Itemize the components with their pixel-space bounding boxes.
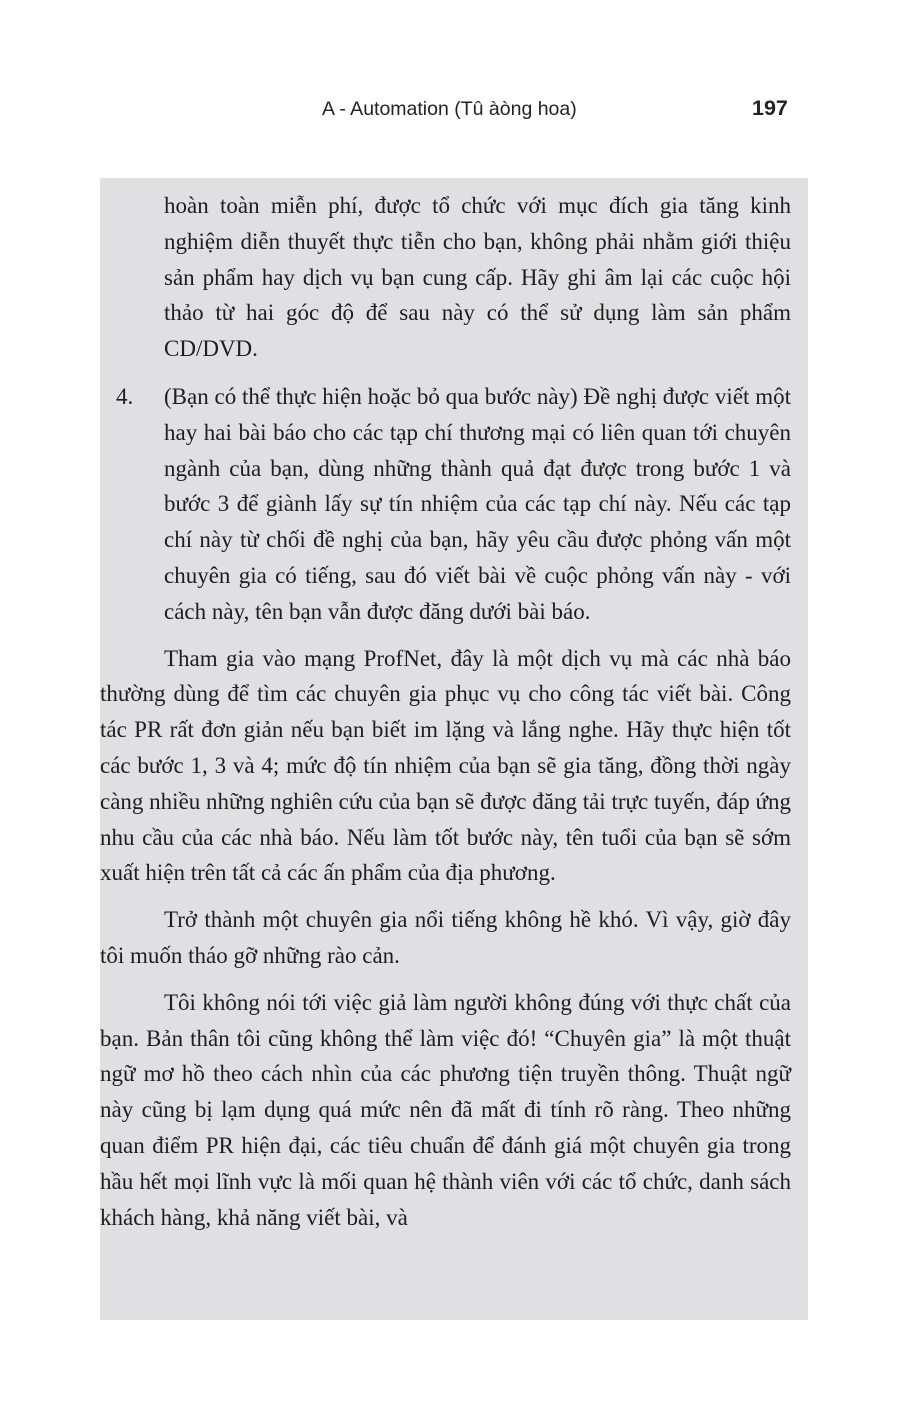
list-item-number: 4. [116, 383, 134, 409]
page-number: 197 [752, 96, 788, 120]
continuation-paragraph: hoàn toàn miễn phí, được tổ chức với mục đích gia tăng kinh nghiệm diễn thuyết thực tiễn cho bạn, không phải nhằm giới thiệu sản phẩm hay dịch vụ bạn cung cấp. Hãy ghi âm lại các cuộc hội thảo từ hai góc độ để sau này có thể sử dụng làm sản phẩm CD/DVD. [164, 193, 791, 362]
body-paragraph: Tham gia vào mạng ProfNet, đây là một dịch vụ mà các nhà báo thường dùng để tìm các chuyên gia phục vụ cho công tác viết bài. Công tác PR rất đơn giản nếu bạn biết im lặng và lắng nghe. Hãy thực hiện tốt các bước 1, 3 và 4; mức độ tín nhiệm của bạn sẽ gia tăng, đồng thời ngày càng nhiều những nghiên cứu của bạn sẽ được đăng tải trực tuyến, đáp ứng nhu cầu của các nhà báo. Nếu làm tốt bước này, tên tuổi của bạn sẽ sớm xuất hiện trên tất cả các ấn phẩm của địa phương. [100, 645, 791, 886]
body-paragraph: Tôi không nói tới việc giả làm người không đúng với thực chất của bạn. Bản thân tôi cũng không thể làm việc đó! “Chuyên gia” là một thuật ngữ mơ hồ theo cách nhìn của các phương tiện truyền thông. Thuật ngữ này cũng bị lạm dụng quá mức nên đã mất đi tính rõ ràng. Theo những quan điểm PR hiện đại, các tiêu chuẩn để đánh giá một chuyên gia trong hầu hết mọi lĩnh vực là mối quan hệ thành viên với các tổ chức, danh sách khách hàng, khả năng viết bài, và [100, 989, 791, 1230]
running-header [0, 96, 910, 128]
running-header-title: A - Automation (Tû àòng hoa) [322, 98, 577, 120]
body-paragraph: Trở thành một chuyên gia nổi tiếng không hề khó. Vì vậy, giờ đây tôi muốn tháo gỡ những rào cản. [100, 907, 791, 968]
list-item-text: (Bạn có thể thực hiện hoặc bỏ qua bước này) Đề nghị được viết một hay hai bài báo cho các tạp chí thương mại có liên quan tới chuyên ngành của bạn, dùng những thành quả đạt được trong bước 1 và bước 3 để giành lấy sự tín nhiệm của các tạp chí này. Nếu các tạp chí này từ chối đề nghị của bạn, hãy yêu cầu được phỏng vấn một chuyên gia có tiếng, sau đó viết bài về cuộc phỏng vấn này - với cách này, tên bạn vẫn được đăng dưới bài báo. [164, 383, 791, 624]
body-text [100, 188, 791, 1235]
numbered-list-item [116, 379, 791, 630]
